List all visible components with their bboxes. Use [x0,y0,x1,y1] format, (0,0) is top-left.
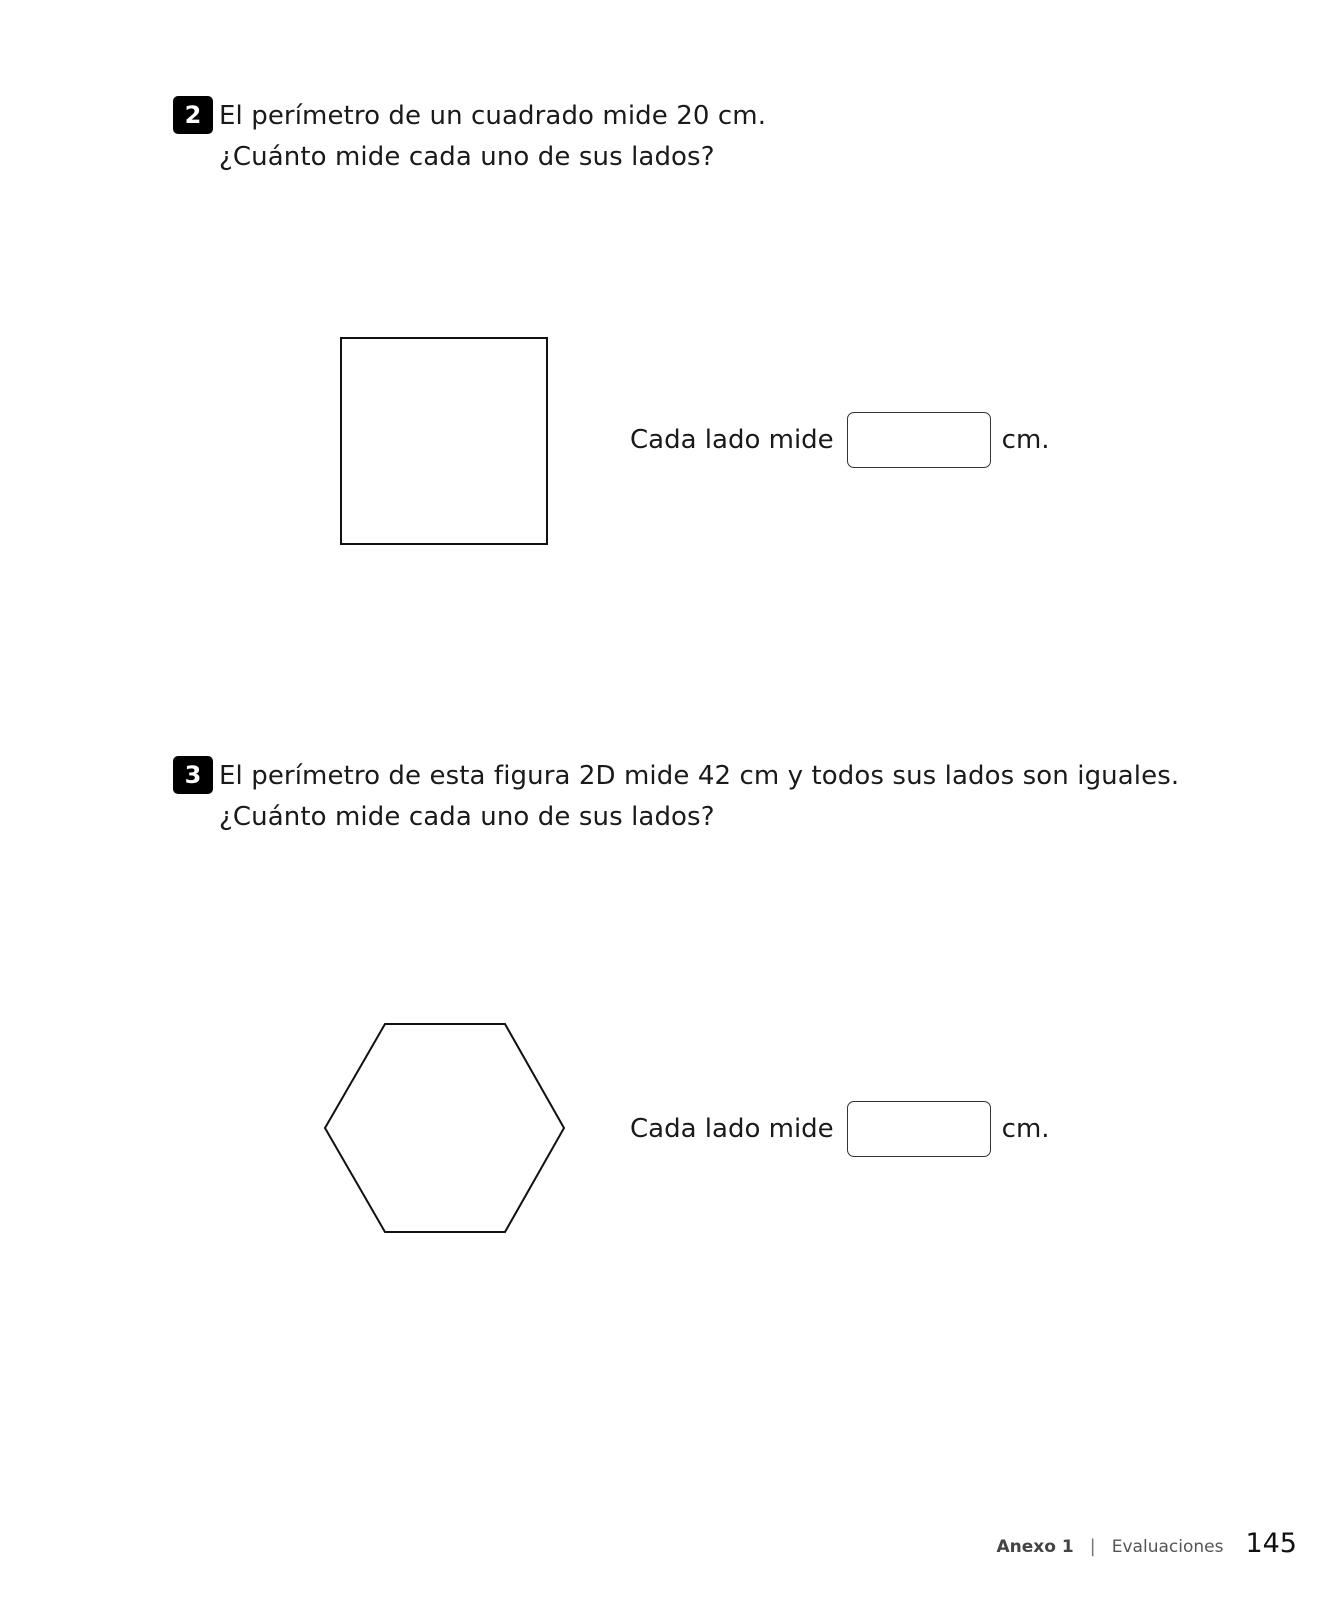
question-prompt: ¿Cuánto mide cada uno de sus lados? [219,142,715,172]
question-prompt: ¿Cuánto mide cada uno de sus lados? [219,802,715,832]
answer-row-question-2 [630,410,1050,470]
page-footer [996,1528,1297,1559]
answer-input-box[interactable] [847,412,991,468]
question-statement: El perímetro de esta figura 2D mide 42 cm y todos sus lados son iguales. [219,761,1180,791]
footer-annex: Anexo 1 [996,1537,1074,1557]
answer-input-box[interactable] [847,1101,991,1157]
answer-label: Cada lado mide [630,425,834,455]
footer-separator: | [1089,1536,1096,1557]
question-number-badge: 3 [173,756,213,794]
footer-section: Evaluaciones [1111,1537,1224,1557]
answer-row-question-3 [630,1099,1050,1159]
question-text [219,96,766,178]
answer-unit: cm. [1001,425,1050,455]
question-number-badge: 2 [173,96,213,134]
page-number: 145 [1245,1528,1297,1559]
answer-label: Cada lado mide [630,1114,834,1144]
answer-unit: cm. [1001,1114,1050,1144]
question-text [219,756,1179,838]
question-statement: El perímetro de un cuadrado mide 20 cm. [219,101,767,131]
square-figure [340,337,552,549]
hexagon-figure [322,1022,566,1234]
